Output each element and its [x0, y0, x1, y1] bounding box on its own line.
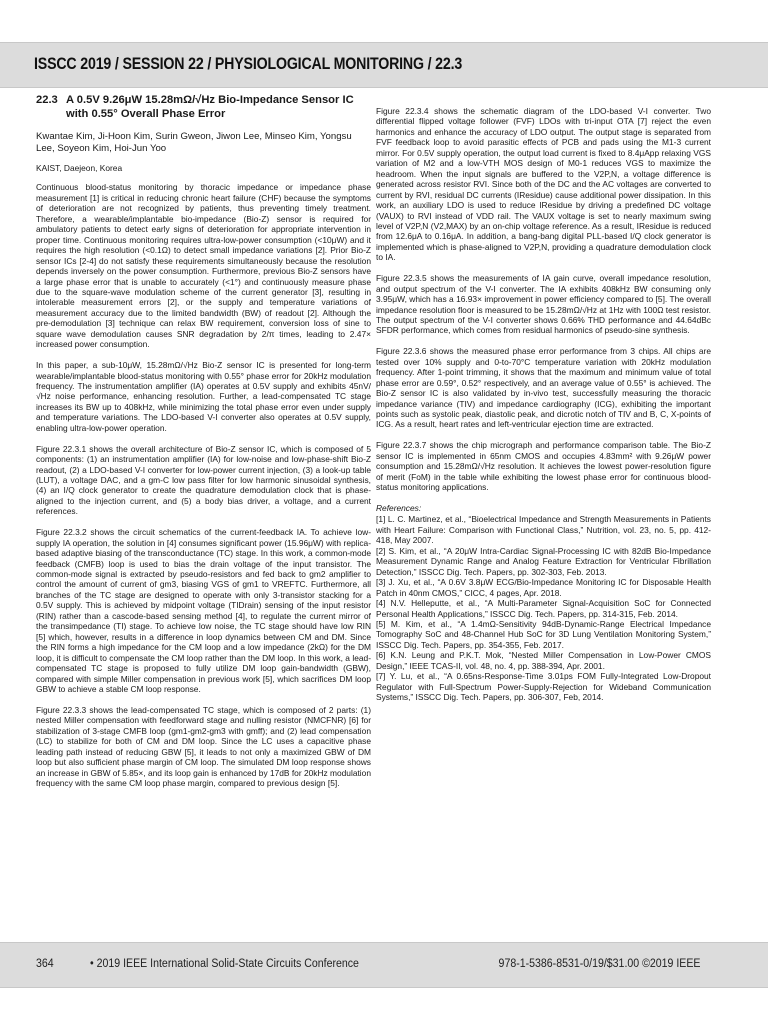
right-column: [376, 106, 711, 703]
running-header-title: ISSCC 2019 / SESSION 22 / PHYSIOLOGICAL MONITORING / 22.3: [34, 55, 463, 73]
affiliation: KAIST, Daejeon, Korea: [36, 163, 123, 173]
left-column: [36, 94, 371, 799]
body-paragraph: Figure 22.3.3 shows the lead-compensated TC stage, which is composed of 2 parts: (1) nested Miller compensation with feedforward stage and nulling resistor (NMCFNR) [6] for stabilization of 3-stage CMFB loop (gm1-gm2-gm3 with gmff); and (2) lead compensation (LC) to stabilize for both of CM and DM loop. Since the LC uses a capacitive phase leading path instead of reducing GBW [5], it leads to not only a maximized GBW of DM loop but also sufficient phase margin of CM loop. The simulated DM loop response shows an increase in GBW of 5.85×, and its loop gain is enhanced by 17dB for 20kHz modulation frequency with the same CM loop phase margin, compared to previous design [5].: [36, 704, 371, 789]
paper-title: [36, 94, 371, 121]
body-paragraph: In this paper, a sub-10μW, 15.28mΩ/√Hz Bio-Z sensor IC is presented for long-term wearable/implantable blood-status monitoring with 0.55° phase error for 20kHz modulation frequency. The instrumentation amplifier (IA) operates at 0.5V supply and exhibits 45nV/√Hz noise performance, enhancing resolution. Further, a lead-compensated TC stage increases its BW up to 408kHz, while minimizing the total phase error even under supply and temperature variations. The LDO-based V-I converter also operates at 0.5V supply, enabling ultra-low-power operation.: [36, 360, 371, 433]
reference-item: [5] M. Kim, et al., “A 1.4mΩ-Sensitivity 94dB-Dynamic-Range Electrical Impedance Tomography SoC and 48-Channel Hub SoC for 3D Lung Ventilation Monitoring System,” ISSCC Dig. Tech. Papers, pp. 354-355, Feb. 2017.: [376, 618, 711, 650]
running-footer: [0, 942, 768, 988]
body-paragraph: Figure 22.3.5 shows the measurements of IA gain curve, overall impedance resolution, and output spectrum of the V-I converter. The IA exhibits 408kHz BW consuming only 3.95μW, which has a 16.93× improvement in power efficiency compared to [5]. The overall impedance resolution floor is measured to be 15.28mΩ/√Hz at 1Hz with 100Ω test resistor. The output spectrum of the V-I converter shows 0.66% THD performance and 44.64dBc SFDR performance, which comes from residual harmonics of pseudo-sine synthesis.: [376, 273, 711, 336]
reference-item: [6] K.N. Leung and P.K.T. Mok, “Nested Miller Compensation in Low-Power CMOS Design,” IEEE TCAS-II, vol. 48, no. 4, pp. 388-394, Apr. 2001.: [376, 650, 711, 671]
body-paragraph: Figure 22.3.4 shows the schematic diagram of the LDO-based V-I converter. Two differential flipped voltage follower (FVF) LDOs with tri-input OTA [7] reject the even harmonics and enhance the accuracy of LDO output. The output stage is separated from FVF feedback loop to avoid parasitic effects of PCB and pads using the M1-3 current mirror. For 0.5V supply operation, the output load current is fixed to 8.4μApp relaxing VGS variation of M2 and a low-VTH MOS design of M0-1 reduces VGS to maximize the headroom. When the input signals are buffered to the V2P,N, a voltage difference is generated across resistor RVI. Since both of the DC and the AC voltages are converted to current by RVI, residual DC currents (IResidue) cause additional power dissipation. In this work, an auxiliary LDO is used to reduce IResidue by driving a predefined DC voltage (VAUX) to RVI instead of VDD rail. The VAUX voltage is set to nearly maximum swing level of V2P,N (V2,MAX) by an on-chip voltage reference. As a result, IResidue is reduced from 12.6μA to 0.16μA. In addition, a bang-bang digital PLL-based I/Q clock generator is implemented which is phase-aligned to V2P,N, providing a quadrature demodulation clock to IA.: [376, 106, 711, 263]
reference-item: [7] Y. Lu, et al., “A 0.65ns-Response-Time 3.01ps FOM Fully-Integrated Low-Dropout Regulator with Full-Spectrum Power-Supply-Rejection for Wideband Communication Systems,” ISSCC Dig. Tech. Papers, pp. 306-307, Feb, 2014.: [376, 671, 711, 703]
paper-title-text: A 0.5V 9.26μW 15.28mΩ/√Hz Bio-Impedance Sensor IC with 0.55° Overall Phase Error: [66, 94, 354, 120]
running-header: [0, 42, 768, 88]
paper-number: 22.3: [36, 94, 58, 106]
body-paragraph: Figure 22.3.2 shows the circuit schematics of the current-feedback IA. To achieve low-supply IA operation, the solution in [4] consumes significant power (15.96μW) with replica-based adaptive biasing of the transconductance (TC) stage. In this work, a common-mode feedback (CMFB) loop is used to bias the drain voltage of the input transistor. The common-mode signal is extracted by pseudo-resistors and fed back to gm2 amplifier to control the amount of current of gm3, biasing VGS of gm1 to VREFTC. Furthermore, all branches of the TC stage are designed to operate with only 3-transistor stacking for a 0.5V supply. This is achieved by midpoint voltage (TIDrain) sensing of the input resistor (RIN) rather than a cascode-based sensing method [4], to regulate the current mirror of the transimpedance (TI) stage. To achieve low noise, the TC stage should have low RIN [5] which, however, results in a difference in loop dynamics between CM and DM. Since the RIN forms a high impedance for the CM loop and a low impedance (2kΩ) for the DM loop, it is difficult to compensate the CM loop rather than the DM loop. In this work, a lead-compensated TC stage is proposed to fully utilize DM loop gain-bandwidth (GBW), compared with simple Miller compensation in previous work [5], which sacrifices DM loop GBW to achieve a stable CM loop response.: [36, 527, 371, 695]
page-number: 364: [36, 958, 54, 970]
body-paragraph: Figure 22.3.6 shows the measured phase error performance from 3 chips. All chips are tested over 10% supply and 0-to-70°C temperature variation with 20kHz modulation frequency. After 1-point trimming, it shows that the maximum and minimum value of total phase error are 0.59°, 0.52° respectively, and an average value of 0.55° is achieved. The Bio-Z sensor IC is also validated by in-vivo test, successfully measuring the thoracic impedance variance (TIV) and impedance cardiography (ICG), exhibiting the important points such as systolic peak, diastolic peak, and dicrotic notch of TIV and B, C, X-points of ICG. As a result, heart rates and left-ventricular ejection time are extracted.: [376, 346, 711, 430]
reference-item: [1] L. C. Martinez, et al., “Bioelectrical Impedance and Strength Measurements in Patients with Heart Failure: Comparison with Functional Class,” Nutrition, vol. 23, no. 5, pp. 412-418, May 2007.: [376, 514, 711, 546]
body-paragraph: Figure 22.3.1 shows the overall architecture of Bio-Z sensor IC, which is composed of 5 components: (1) an instrumentation amplifier (IA) for low-noise and low-phase-shift Bio-Z readout, (2) a LDO-based V-I converter for low-power current injection, (3) a look-up table (LUT), a voltage DAC, and a gm-C low pass filter for low harmonic sinusoidal synthesis, (4) an I/Q clock generator to create the quadrature demodulation clock that is phase-aligned to the injection current, and (5) a body bias driver, a voltage, and a current references.: [36, 443, 371, 517]
reference-item: [4] N.V. Helleputte, et al., “A Multi-Parameter Signal-Acquisition SoC for Connected Personal Health Applications,” ISSCC Dig. Tech. Papers, pp. 314-315, Feb. 2014.: [376, 598, 711, 619]
author-list: Kwantae Kim, Ji-Hoon Kim, Surin Gweon, Jiwon Lee, Minseo Kim, Yongsu Lee, Soyeon Kim, Hoi-Jun Yoo: [36, 131, 352, 154]
conference-name: • 2019 IEEE International Solid-State Circuits Conference: [90, 958, 359, 970]
references-heading: References:: [376, 502, 422, 513]
body-paragraph: Continuous blood-status monitoring by thoracic impedance or impedance phase measurement [1] is critical in reducing chronic heart failure (CHF) because the symptoms of deterioration are not recognized by patients, thus preventing timely treatment. Therefore, a wearable/implantable bio-impedance (Bio-Z) sensor is required for ambulatory patients to detect early signs of deterioration for appropriate intervention in proper time. Continuous monitoring requires ultra-low-power consumption (<10μW) and it requires the high resolution (<0.1Ω) to detect small impedance variations [2]. Prior Bio-Z sensor ICs [2-4] do not satisfy these requirements simultaneously because the resolution depends inversely on the power consumption. Furthermore, previous Bio-Z sensors have a large phase error that is unable to accurately (<1°) and continuously measure phase due to the square-wave modulation scheme of the current generator [3], resulting in intolerable measurement errors [2], or the supply and temperature variations of measurement accuracy due to the limited bandwidth (BW) of readout [2]. Although the pre-demodulation [3] technique can relax BW requirement, conversion loss of sine to square wave demodulation causes SNR degradation by 2/π times, leading to 2.47× increased power consumption.: [36, 182, 371, 350]
reference-item: [3] J. Xu, et al., “A 0.6V 3.8μW ECG/Bio-Impedance Monitoring IC for Disposable Health Patch in 40nm CMOS,” CICC, 4 pages, Apr. 2018.: [376, 577, 711, 598]
isbn-copyright: 978-1-5386-8531-0/19/$31.00 ©2019 IEEE: [498, 958, 700, 970]
reference-item: [2] S. Kim, et al., “A 20μW Intra-Cardiac Signal-Processing IC with 82dB Bio-Impedance Measurement Dynamic Range and Analog Feature Extraction for Ventricular Fibrillation Detection,” ISSCC Dig. Tech. Papers, pp. 302-303, Feb. 2013.: [376, 545, 711, 577]
body-paragraph: Figure 22.3.7 shows the chip micrograph and performance comparison table. The Bio-Z sensor IC is implemented in 65nm CMOS and occupies 4.83mm² with 9.26μW power consumption and 15.28mΩ/√Hz resolution. It achieves the lowest power-resolution figure of merit (FoM) in the table while exhibiting the lowest phase error for continuous blood-status monitoring applications.: [376, 440, 711, 493]
